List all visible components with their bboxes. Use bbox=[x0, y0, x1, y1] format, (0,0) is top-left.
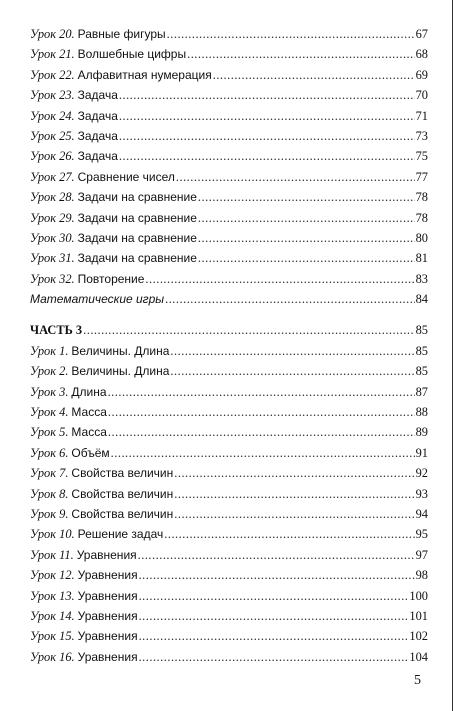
toc-entry bbox=[30, 484, 428, 504]
dot-leader bbox=[139, 565, 415, 585]
lesson-title: Уравнения bbox=[77, 608, 138, 623]
lesson-number: Урок 7. bbox=[30, 466, 69, 481]
toc-entry bbox=[30, 85, 428, 105]
toc-entry bbox=[30, 402, 428, 422]
lesson-number: Урок 26. bbox=[30, 149, 75, 164]
lesson-title: Задачи на сравнение bbox=[77, 210, 197, 225]
page-ref: 102 bbox=[409, 629, 428, 644]
lesson-title: Сравнение чисел bbox=[77, 169, 175, 184]
dot-leader bbox=[170, 341, 414, 361]
lesson-title: Масса bbox=[71, 405, 107, 420]
lesson-title: Задачи на сравнение bbox=[77, 190, 197, 205]
page-ref: 73 bbox=[415, 128, 428, 143]
dot-leader bbox=[187, 44, 415, 64]
lesson-number: Урок 30. bbox=[30, 230, 75, 245]
dot-leader bbox=[198, 228, 415, 248]
toc-entry bbox=[30, 289, 428, 309]
page-ref: 75 bbox=[415, 149, 428, 164]
page-ref: 92 bbox=[415, 466, 428, 481]
dot-leader bbox=[164, 524, 414, 544]
lesson-number: Урок 1. bbox=[30, 343, 69, 358]
toc-entry bbox=[30, 422, 428, 442]
lesson-title: Задачи на сравнение bbox=[77, 230, 197, 245]
toc-entry bbox=[30, 586, 428, 606]
lesson-number: Урок 28. bbox=[30, 190, 75, 205]
dot-leader bbox=[119, 85, 415, 105]
lesson-number: Урок 11. bbox=[30, 547, 74, 562]
toc-entry bbox=[30, 382, 428, 402]
toc-entry bbox=[30, 463, 428, 483]
page-ref: 94 bbox=[415, 506, 428, 521]
dot-leader bbox=[119, 146, 415, 166]
lesson-title: Уравнения bbox=[77, 588, 138, 603]
lesson-number: Урок 2. bbox=[30, 364, 69, 379]
dot-leader bbox=[167, 24, 415, 44]
page-ref: 85 bbox=[415, 364, 428, 379]
dot-leader bbox=[198, 248, 415, 268]
dot-leader bbox=[165, 289, 415, 309]
lesson-number: Урок 5. bbox=[30, 425, 69, 440]
page-ref: 84 bbox=[415, 292, 428, 307]
lesson-number: Урок 27. bbox=[30, 169, 75, 184]
page-number: 5 bbox=[414, 673, 421, 688]
lesson-title: Задача bbox=[77, 128, 118, 143]
toc-entry bbox=[30, 44, 428, 64]
page-ref: 70 bbox=[415, 88, 428, 103]
toc-entry bbox=[30, 187, 428, 207]
toc-entry bbox=[30, 341, 428, 361]
lesson-title: Повторение bbox=[77, 271, 145, 286]
dot-leader bbox=[139, 606, 409, 626]
lesson-number: Урок 12. bbox=[30, 568, 75, 583]
dot-leader bbox=[174, 504, 414, 524]
page-ref: 77 bbox=[415, 169, 428, 184]
page-edge-line bbox=[452, 0, 453, 711]
toc-entry bbox=[30, 208, 428, 228]
lesson-number: Урок 20. bbox=[30, 27, 75, 41]
toc-entry bbox=[30, 524, 428, 544]
page-ref: 81 bbox=[415, 251, 428, 266]
lesson-number: Урок 14. bbox=[30, 608, 75, 623]
toc-entry bbox=[30, 167, 428, 187]
page-ref: 69 bbox=[415, 67, 428, 82]
page-ref: 80 bbox=[415, 230, 428, 245]
lesson-title: Задача bbox=[77, 149, 118, 164]
toc-entry bbox=[30, 65, 428, 85]
toc-entry bbox=[30, 248, 428, 268]
dot-leader bbox=[111, 443, 415, 463]
page-ref: 67 bbox=[415, 27, 428, 41]
page-ref: 68 bbox=[415, 47, 428, 62]
toc-entry bbox=[30, 647, 428, 667]
toc-entry bbox=[30, 126, 428, 146]
toc-entry bbox=[30, 106, 428, 126]
lesson-title: Уравнения bbox=[77, 629, 138, 644]
toc-entry bbox=[30, 228, 428, 248]
lesson-title: Свойства величин bbox=[71, 486, 174, 501]
lesson-title: Задача bbox=[77, 88, 118, 103]
lesson-title: Волшебные цифры bbox=[77, 47, 187, 62]
toc-entry bbox=[30, 565, 428, 585]
lesson-title: Длина bbox=[71, 384, 107, 399]
page-ref: 93 bbox=[415, 486, 428, 501]
lesson-number: Урок 31. bbox=[30, 251, 75, 266]
toc-entry bbox=[30, 146, 428, 166]
toc-entry bbox=[30, 443, 428, 463]
lesson-title: Задача bbox=[77, 108, 118, 123]
page-ref: 101 bbox=[409, 608, 428, 623]
page-ref: 95 bbox=[415, 527, 428, 542]
toc-entry bbox=[30, 545, 428, 565]
lesson-title: Уравнения bbox=[77, 568, 138, 583]
lesson-title: Решение задач bbox=[77, 527, 164, 542]
page-ref: 104 bbox=[409, 649, 428, 664]
lesson-number: Урок 23. bbox=[30, 88, 75, 103]
dot-leader bbox=[108, 402, 415, 422]
toc-entry bbox=[30, 504, 428, 524]
dot-leader bbox=[108, 382, 415, 402]
dot-leader bbox=[213, 65, 415, 85]
toc-entry bbox=[30, 320, 428, 340]
dot-leader bbox=[174, 463, 414, 483]
dot-leader bbox=[139, 626, 409, 646]
toc-entry bbox=[30, 626, 428, 646]
lesson-number: Урок 24. bbox=[30, 108, 75, 123]
lesson-number: Урок 15. bbox=[30, 629, 75, 644]
lesson-title: Алфавитная нумерация bbox=[77, 67, 212, 82]
page-ref: 85 bbox=[415, 343, 428, 358]
page-ref: 78 bbox=[415, 210, 428, 225]
page-ref: 100 bbox=[409, 588, 428, 603]
lesson-title: Равные фигуры bbox=[77, 27, 166, 41]
toc-entry bbox=[30, 606, 428, 626]
lesson-title: Уравнения bbox=[77, 649, 138, 664]
page-ref: 97 bbox=[415, 547, 428, 562]
dot-leader bbox=[138, 545, 415, 565]
lesson-number: Урок 8. bbox=[30, 486, 69, 501]
dot-leader bbox=[119, 126, 415, 146]
lesson-number: Урок 6. bbox=[30, 445, 69, 460]
dot-leader bbox=[198, 208, 415, 228]
lesson-title: Масса bbox=[71, 425, 107, 440]
section-title: Математические игры bbox=[30, 292, 165, 307]
page-ref: 89 bbox=[415, 425, 428, 440]
dot-leader bbox=[145, 269, 414, 289]
page-ref: 98 bbox=[415, 568, 428, 583]
dot-leader bbox=[139, 647, 409, 667]
lesson-title: Задачи на сравнение bbox=[77, 251, 197, 266]
page-ref: 85 bbox=[415, 323, 428, 338]
lesson-number: Урок 21. bbox=[30, 47, 75, 62]
lesson-number: Урок 3. bbox=[30, 384, 69, 399]
page-ref: 91 bbox=[415, 445, 428, 460]
dot-leader bbox=[83, 320, 414, 340]
lesson-number: Урок 22. bbox=[30, 67, 75, 82]
lesson-number: Урок 10. bbox=[30, 527, 75, 542]
lesson-number: Урок 13. bbox=[30, 588, 75, 603]
lesson-title: Величины. Длина bbox=[71, 364, 170, 379]
dot-leader bbox=[139, 586, 409, 606]
lesson-number: Урок 29. bbox=[30, 210, 75, 225]
lesson-title: Величины. Длина bbox=[71, 343, 170, 358]
dot-leader bbox=[176, 167, 415, 187]
page-ref: 78 bbox=[415, 190, 428, 205]
dot-leader bbox=[170, 361, 414, 381]
lesson-number: Урок 4. bbox=[30, 405, 69, 420]
lesson-title: Объём bbox=[71, 445, 110, 460]
lesson-number: Урок 32. bbox=[30, 271, 75, 286]
page-ref: 88 bbox=[415, 405, 428, 420]
toc-entry bbox=[30, 269, 428, 289]
part-heading: ЧАСТЬ 3 bbox=[30, 323, 83, 338]
toc-entry bbox=[30, 24, 428, 44]
page-ref: 87 bbox=[415, 384, 428, 399]
dot-leader bbox=[174, 484, 414, 504]
page-ref: 83 bbox=[415, 271, 428, 286]
lesson-number: Урок 16. bbox=[30, 649, 75, 664]
dot-leader bbox=[198, 187, 415, 207]
lesson-title: Свойства величин bbox=[71, 466, 174, 481]
lesson-number: Урок 25. bbox=[30, 128, 75, 143]
page-ref: 71 bbox=[415, 108, 428, 123]
lesson-title: Уравнения bbox=[76, 547, 137, 562]
dot-leader bbox=[119, 106, 415, 126]
toc-entry bbox=[30, 361, 428, 381]
lesson-number: Урок 9. bbox=[30, 506, 69, 521]
dot-leader bbox=[108, 422, 415, 442]
lesson-title: Свойства величин bbox=[71, 506, 174, 521]
table-of-contents bbox=[30, 24, 428, 667]
